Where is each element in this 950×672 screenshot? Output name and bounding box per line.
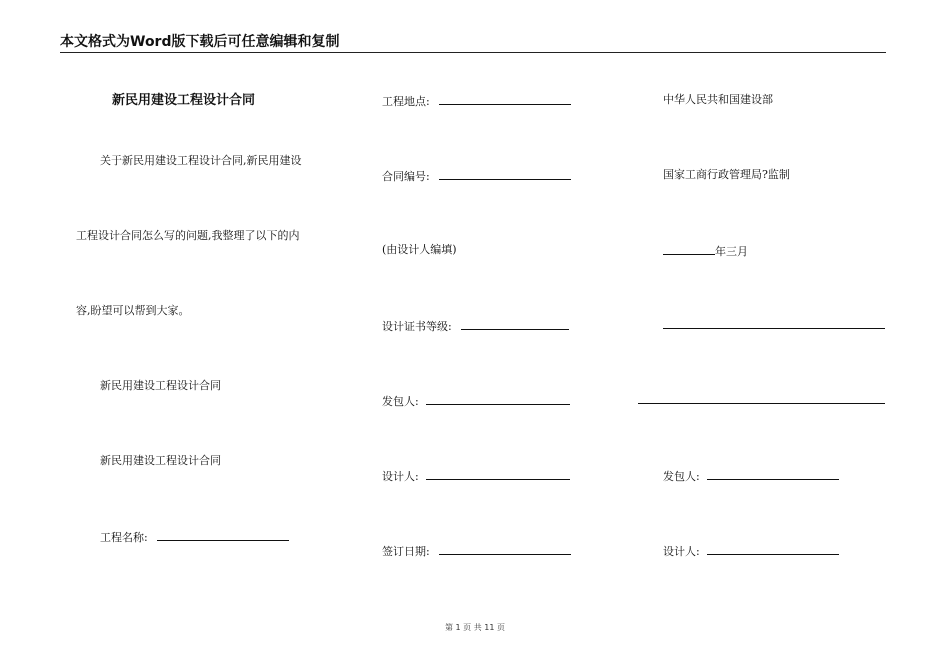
designer-field-2 [663,543,839,559]
designer-blank-2 [707,543,839,555]
designer-label: 设计人: [382,470,419,483]
client-field [382,393,570,409]
intro-line-3: 容,盼望可以帮到大家。 [76,304,190,317]
date-field [663,243,748,259]
client-field-2 [663,468,839,484]
project-name-blank [157,529,289,541]
project-name-field [100,529,289,545]
section-heading-2: 新民用建设工程设计合同 [100,454,221,467]
signature-line-1 [663,328,885,329]
cert-level-field [382,318,569,334]
year-blank [663,243,715,255]
document-title: 新民用建设工程设计合同 [112,93,256,108]
intro-line-1: 关于新民用建设工程设计合同,新民用建设 [100,154,302,167]
location-field [382,93,571,109]
section-heading-1: 新民用建设工程设计合同 [100,379,221,392]
cert-level-blank [461,318,569,330]
contract-number-field [382,168,571,184]
admin-bureau-text: 国家工商行政管理局?监制 [663,168,790,181]
designer-label-2: 设计人: [663,545,700,558]
client-blank [426,393,570,405]
sign-date-field [382,543,571,559]
location-blank [439,93,571,105]
ministry-text: 中华人民共和国建设部 [663,93,773,106]
designer-field [382,468,570,484]
sign-date-blank [439,543,571,555]
client-blank-2 [707,468,839,480]
signature-line-2 [638,403,885,404]
client-label: 发包人: [382,395,419,408]
sign-date-label: 签订日期: [382,545,430,558]
designer-numbering-note: (由设计人编填) [382,243,457,256]
page-footer: 第 1 页 共 11 页 [445,623,505,632]
designer-blank [426,468,570,480]
project-name-label: 工程名称: [100,531,148,544]
date-text: 年三月 [715,245,748,258]
cert-level-label: 设计证书等级: [382,320,452,333]
intro-line-2: 工程设计合同怎么写的问题,我整理了以下的内 [76,229,300,242]
client-label-2: 发包人: [663,470,700,483]
location-label: 工程地点: [382,95,430,108]
contract-number-blank [439,168,571,180]
page-header: 本文格式为Word版下载后可任意编辑和复制 [60,34,886,53]
contract-number-label: 合同编号: [382,170,430,183]
